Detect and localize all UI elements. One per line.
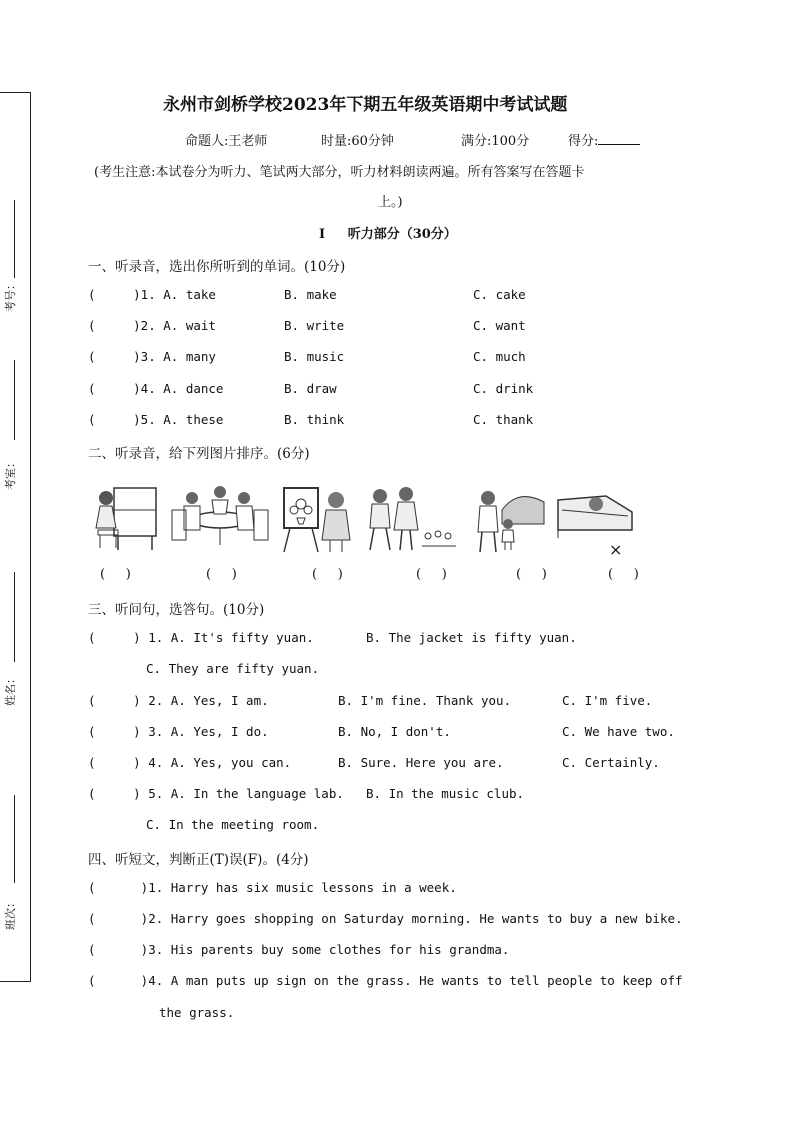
s3-q3: ( ) 3. A. Yes, I do. (88, 724, 269, 739)
adult-with-child-icon (468, 480, 548, 555)
s3-q4-c: C. Certainly. (562, 755, 660, 770)
s1-q5-c: C. thank (473, 412, 534, 427)
s3-q4-b: B. Sure. Here you are. (338, 755, 504, 770)
exam-number-label: 考号： (4, 279, 17, 312)
s1-q5: ( )5. A. these (88, 412, 224, 427)
name-label: 姓名： (4, 673, 17, 706)
pic4-answer[interactable]: ( ) (416, 567, 447, 582)
part1-title: I 听力部分（30分） (319, 227, 457, 242)
s1-q4: ( )4. A. dance (88, 381, 224, 396)
s3-q2-c: C. I'm five. (562, 693, 653, 708)
s3-q1: ( ) 1. A. It's fifty yuan. (88, 630, 314, 645)
s3-q2-b: B. I'm fine. Thank you. (338, 693, 512, 708)
page-title: 永州市剑桥学校2023年下期五年级英语期中考试试题 (163, 95, 568, 115)
painting-easel-icon (280, 480, 352, 555)
notice-line-2: 上。) (378, 195, 403, 210)
s1-q3: ( )3. A. many (88, 349, 216, 364)
notice-line-1: (考生注意:本试卷分为听力、笔试两大部分，听力材料朗读两遍。所有答案写在答题卡 (94, 165, 585, 180)
s1-q2-c: C. want (473, 318, 526, 333)
s1-q1-b: B. make (284, 287, 337, 302)
s3-q5: ( ) 5. A. In the language lab. (88, 786, 344, 801)
s1-q2: ( )2. A. wait (88, 318, 216, 333)
pic6-answer[interactable]: ( ) (608, 567, 639, 582)
class-label: 班次： (4, 897, 17, 930)
section2-title: 二、听录音，给下列图片排序。(6分) (88, 446, 310, 462)
name-line[interactable] (14, 572, 15, 662)
section3-title: 三、听问句，选答句。(10分) (88, 602, 265, 618)
s1-q5-b: B. think (284, 412, 345, 427)
s3-q5-b: B. In the music club. (366, 786, 525, 801)
full-score: 满分:100分 (461, 134, 530, 149)
exam-number-line[interactable] (14, 200, 15, 278)
s1-q2-b: B. write (284, 318, 345, 333)
binding-margin (0, 92, 31, 982)
children-walking-icon (362, 480, 458, 555)
pic3-answer[interactable]: ( ) (312, 567, 343, 582)
s1-q4-c: C. drink (473, 381, 534, 396)
s3-q1-b: B. The jacket is fifty yuan. (366, 630, 577, 645)
s1-q1-c: C. cake (473, 287, 526, 302)
setter: 命题人:王老师 (185, 134, 268, 149)
s3-q1-c: C. They are fifty yuan. (146, 661, 320, 676)
score-label: 得分: (568, 134, 599, 149)
pic1-answer[interactable]: ( ) (100, 567, 131, 582)
pic5-answer[interactable]: ( ) (516, 567, 547, 582)
pic2-answer[interactable]: ( ) (206, 567, 237, 582)
score-blank[interactable] (598, 132, 640, 145)
s1-q4-b: B. draw (284, 381, 337, 396)
s4-item2: ( )2. Harry goes shopping on Saturday morning. He wants to buy a new bike. (88, 911, 683, 926)
cross-mark: × (609, 540, 623, 559)
section4-title: 四、听短文，判断正(T)误(F)。(4分) (88, 852, 309, 868)
s1-q3-c: C. much (473, 349, 526, 364)
s3-q3-c: C. We have two. (562, 724, 675, 739)
people-at-table-icon (170, 480, 270, 550)
s4-item4-cont: the grass. (159, 1005, 235, 1020)
s3-q2: ( ) 2. A. Yes, I am. (88, 693, 269, 708)
s1-q3-b: B. music (284, 349, 345, 364)
girl-playing-piano-icon (92, 480, 162, 555)
exam-room-label: 考室： (4, 457, 17, 490)
class-line[interactable] (14, 795, 15, 883)
section1-title: 一、听录音，选出你所听到的单词。(10分) (88, 259, 346, 275)
s4-item3: ( )3. His parents buy some clothes for his grandma. (88, 942, 510, 957)
s4-item1: ( )1. Harry has six music lessons in a week. (88, 880, 457, 895)
s3-q5-c: C. In the meeting room. (146, 817, 320, 832)
score-field (568, 130, 640, 149)
s3-q3-b: B. No, I don't. (338, 724, 451, 739)
time-limit: 时量:60分钟 (321, 134, 394, 149)
exam-room-line[interactable] (14, 360, 15, 440)
s1-q1: ( )1. A. take (88, 287, 216, 302)
s4-item4: ( )4. A man puts up sign on the grass. He wants to tell people to keep off (88, 973, 683, 988)
girl-in-bed-icon (556, 480, 636, 555)
s3-q4: ( ) 4. A. Yes, you can. (88, 755, 292, 770)
